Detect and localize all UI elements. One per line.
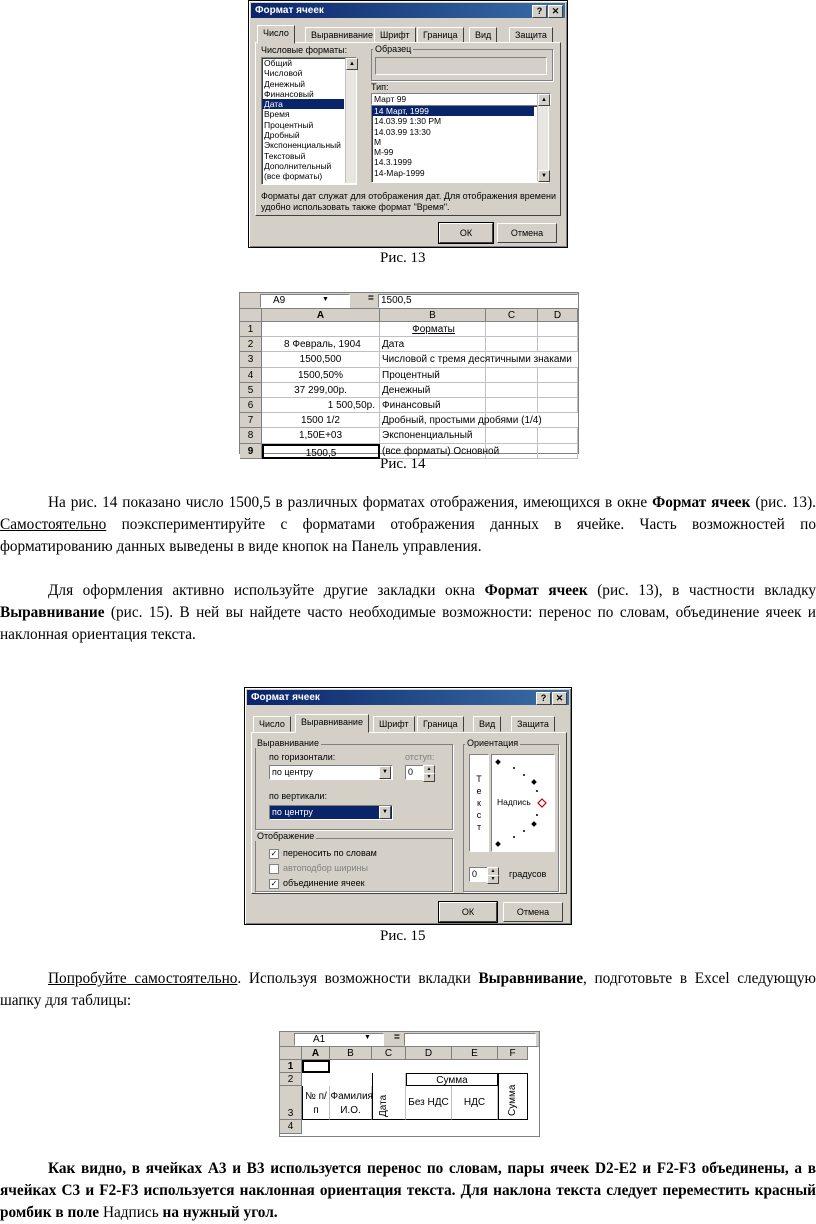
format-list-item[interactable]: Финансовый [264, 88, 314, 99]
degrees-label: градусов [509, 869, 547, 879]
checkbox[interactable]: ✓ [270, 878, 278, 888]
orientation-group-label: Ориентация [467, 738, 519, 748]
cell-b[interactable]: Дробный, простыми дробями (1/4) [380, 413, 486, 428]
column-header[interactable]: B [380, 309, 486, 322]
cell-a[interactable]: 8 Февраль, 1904 [262, 337, 380, 352]
sample-label: Образец [375, 44, 412, 54]
type-list[interactable] [371, 105, 549, 183]
spin-up-icon[interactable]: ▲ [423, 765, 435, 774]
help-button[interactable]: ? [536, 692, 551, 705]
cell-a[interactable]: 1 500,50р. [262, 398, 380, 413]
tab-protection[interactable]: Защита [509, 27, 553, 43]
checkbox[interactable]: ✓ [270, 848, 278, 858]
help-button[interactable]: ? [532, 5, 547, 18]
format-list-item[interactable]: Дата [262, 99, 344, 109]
column-header[interactable]: C [372, 1047, 406, 1060]
vertical-label: по вертикали: [269, 791, 327, 801]
type-list-item[interactable]: 14.03.99 1:30 PM [374, 116, 442, 127]
cell-a[interactable]: 1500 1/2 [262, 413, 380, 428]
column-header[interactable]: F [498, 1047, 528, 1060]
vertical-text-letter: т [476, 822, 482, 832]
cell-b[interactable]: (все форматы) Основной [380, 444, 486, 459]
cell-empty[interactable] [486, 413, 538, 428]
checkbox-merge[interactable] [269, 878, 365, 889]
type-list-item[interactable]: М-99 [374, 147, 394, 158]
cell-empty[interactable] [486, 444, 538, 459]
sample-box [375, 57, 547, 75]
checkbox-label: переносить по словам [283, 848, 377, 858]
vertical-text-letter: Т [476, 774, 482, 784]
text: поэкспериментируйте с форматами отображения данных в ячейке. Часть возможностей по форматированию данных выведены в виде кнопок на Панель управления. [0, 516, 816, 555]
formats-scrollbar[interactable] [345, 58, 356, 183]
format-list-item[interactable]: Время [264, 109, 290, 120]
cell-empty[interactable] [538, 398, 578, 413]
active-cell[interactable] [302, 1060, 330, 1073]
text: , подготовьте в Excel следующую шапку для таблицы: [0, 970, 816, 1009]
spreadsheet-formats [239, 292, 579, 459]
merged-cell-f2-f3[interactable] [498, 1073, 528, 1120]
row-header[interactable]: 9 [240, 444, 262, 459]
vertical-text-letter: с [476, 810, 482, 820]
underlined-text: Самостоятельно [0, 516, 107, 533]
cell-b3[interactable] [330, 1086, 372, 1120]
orientation-dial[interactable] [491, 754, 555, 852]
paragraph-1 [0, 492, 816, 558]
cell-c3[interactable] [372, 1073, 406, 1120]
cell-empty[interactable] [486, 352, 538, 367]
degrees-input[interactable]: 0 [469, 867, 497, 882]
figure-caption: Рис. 15 [380, 928, 426, 944]
cancel-button[interactable]: Отмена [503, 902, 563, 922]
bold-text: Как видно, в ячейках А3 и В3 используется перенос по словам, пары ячеек D2-E2 и F2-F3 объединены, а в ячейках С3 и F2-F3 используется наклонная ориентация текста. Для наклона текста следует переместить красный ромбик в поле [0, 1160, 816, 1221]
format-list-item[interactable]: Экспоненциальный [264, 140, 341, 151]
text: (рис. 15). В ней вы найдете часто необходимые возможности: перенос по словам, объединение ячеек и наклонная ориентация текста. [0, 604, 816, 643]
cell-empty[interactable] [486, 383, 538, 398]
column-header[interactable]: B [330, 1047, 372, 1060]
cell-text: Фамилия И.О. [330, 1091, 373, 1116]
tab-view[interactable]: Вид [469, 27, 497, 43]
indent-input[interactable]: 0 [405, 765, 435, 780]
display-group-label: Отображение [257, 831, 315, 841]
formula-input[interactable]: 1500,5 [378, 294, 578, 308]
column-header[interactable]: D [406, 1047, 452, 1060]
cell-b[interactable]: Процентный [380, 368, 486, 383]
text: Для оформления активно используйте другие закладки окна [48, 582, 485, 599]
horizontal-label: по горизонтали: [269, 752, 336, 762]
format-list-item[interactable]: Общий [264, 58, 292, 68]
dropdown-arrow-icon[interactable]: ▼ [322, 296, 329, 303]
type-input[interactable]: Март 99 [371, 93, 551, 105]
row-header[interactable]: 6 [240, 398, 262, 413]
ok-button[interactable]: ОК [439, 223, 493, 243]
format-list-item[interactable]: (все форматы) [264, 171, 323, 182]
select-all-corner[interactable] [240, 309, 262, 322]
cell-a[interactable]: 1500,500 [262, 352, 380, 367]
type-list-item[interactable]: 14-Мар-1999 [374, 167, 425, 178]
cell-empty[interactable] [538, 322, 578, 337]
cell-d3[interactable]: Без НДС [406, 1086, 452, 1120]
format-cells-dialog-alignment [244, 687, 572, 925]
chevron-down-icon[interactable]: ▼ [379, 766, 391, 779]
row-header[interactable]: 1 [280, 1060, 302, 1073]
type-scrollbar[interactable] [537, 94, 548, 181]
select-all-corner[interactable] [280, 1047, 302, 1060]
active-cell[interactable]: 1500,5 [262, 444, 380, 459]
column-header[interactable]: E [452, 1047, 498, 1060]
figure-caption: Рис. 14 [380, 456, 426, 472]
cancel-button[interactable]: Отмена [497, 223, 557, 243]
cell-text: Дата [378, 1094, 389, 1117]
format-list-item[interactable]: Дробный [264, 130, 300, 141]
close-button[interactable]: ✕ [552, 692, 567, 705]
format-list-item[interactable]: Дополнительный [264, 160, 332, 171]
cell-empty[interactable] [538, 337, 578, 352]
format-list-item[interactable]: Процентный [264, 119, 314, 130]
tab-font[interactable]: Шрифт [373, 716, 415, 732]
underlined-text: Попробуйте самостоятельно [48, 970, 238, 987]
format-list-item[interactable]: Числовой [264, 68, 303, 79]
cell-empty[interactable] [538, 428, 578, 443]
column-header[interactable]: D [538, 309, 578, 322]
formula-input[interactable] [404, 1033, 536, 1046]
text: (рис. 13), в частности вкладку [587, 582, 816, 599]
formats-label: Числовые форматы: [261, 45, 348, 55]
text: На рис. 14 показано число 1500,5 в различных форматах отображения, имеющихся в окне [48, 494, 653, 511]
cell-empty[interactable] [486, 337, 538, 352]
cell-b[interactable]: Денежный [380, 383, 486, 398]
scroll-down-arrow-icon[interactable]: ▼ [538, 170, 550, 182]
cell-b[interactable]: Числовой с тремя десятичными знаками [380, 352, 486, 367]
column-header[interactable]: A [262, 309, 380, 322]
tab-view[interactable]: Вид [473, 716, 501, 732]
spin-up-icon[interactable]: ▲ [487, 867, 499, 876]
paragraph-4 [0, 1158, 816, 1224]
cell-a[interactable]: 1,50E+03 [262, 428, 380, 443]
horizontal-select[interactable]: по центру [269, 765, 393, 780]
figure-caption: Рис. 13 [380, 250, 426, 266]
checkbox-label: объединение ячеек [283, 878, 365, 888]
checkbox[interactable] [269, 864, 279, 874]
name-box[interactable]: A1 [294, 1033, 384, 1046]
cell-text: Сумма [507, 1084, 518, 1116]
cell-b[interactable]: Дата [380, 337, 486, 352]
bold-text: Формат ячеек [484, 582, 588, 599]
cell-e3[interactable]: НДС [452, 1086, 498, 1120]
cell-empty[interactable] [538, 444, 578, 459]
dialog-titlebar [247, 690, 569, 705]
formats-list[interactable] [261, 57, 357, 185]
spreadsheet-header-example [279, 1031, 540, 1137]
cell-empty[interactable] [538, 368, 578, 383]
formula-equals: = [394, 1032, 400, 1043]
scroll-up-arrow-icon[interactable]: ▲ [538, 94, 550, 106]
type-list-item[interactable]: 14.03.99 13:30 [374, 126, 431, 137]
dialog-title: Формат ячеек [251, 692, 320, 703]
paragraph-3 [0, 968, 816, 1012]
cell-empty[interactable] [486, 398, 538, 413]
checkbox-autofit[interactable] [269, 863, 368, 874]
indent-label: отступ: [405, 752, 435, 762]
tab-border[interactable]: Граница [417, 716, 464, 732]
spin-down-icon[interactable]: ▼ [487, 875, 499, 884]
column-header[interactable]: A [302, 1047, 330, 1060]
cell-a[interactable]: 1500,50% [262, 368, 380, 383]
row-header[interactable]: 3 [280, 1086, 302, 1120]
cell-empty[interactable] [538, 413, 578, 428]
row-header[interactable]: 5 [240, 383, 262, 398]
inscription-label: Надпись [497, 797, 531, 807]
tab-number[interactable]: Число [257, 25, 295, 44]
dialog-title: Формат ячеек [255, 5, 324, 16]
merged-cell-d2-e2[interactable]: Сумма [406, 1073, 498, 1086]
vertical-text-letter: е [476, 786, 482, 796]
tab-alignment[interactable]: Выравнивание [295, 714, 369, 733]
paragraph-2 [0, 580, 816, 646]
cell-b[interactable]: Форматы [380, 322, 486, 337]
scroll-up-arrow-icon[interactable]: ▲ [346, 58, 358, 70]
vertical-select[interactable]: по центру [269, 805, 393, 820]
type-list-item[interactable]: М [374, 136, 382, 147]
bold-text: Выравнивание [478, 970, 583, 987]
checkbox-label: автоподбор ширины [283, 863, 368, 873]
chevron-down-icon[interactable]: ▼ [379, 806, 391, 819]
row-header[interactable]: 7 [240, 413, 262, 428]
checkbox-wrap[interactable] [269, 848, 377, 859]
ok-button[interactable]: ОК [439, 902, 497, 922]
tab-border[interactable]: Граница [417, 27, 464, 43]
bold-text: на нужный угол. [158, 1204, 278, 1221]
cell-empty[interactable] [538, 383, 578, 398]
tab-alignment[interactable]: Выравнивание [305, 27, 379, 43]
cell-a3[interactable] [302, 1086, 330, 1120]
format-list-item[interactable]: Денежный [264, 78, 306, 89]
text: (рис. 13). [750, 494, 816, 511]
close-button[interactable]: ✕ [548, 5, 563, 18]
vertical-text-box[interactable] [469, 754, 489, 852]
tab-protection[interactable]: Защита [511, 716, 555, 732]
alignment-group-label: Выравнивание [257, 738, 319, 748]
bold-text: Выравнивание [0, 604, 105, 621]
row-header[interactable]: 1 [240, 322, 262, 337]
type-list-item[interactable]: 14 Март, 1999 [372, 106, 534, 116]
row-header[interactable]: 3 [240, 352, 262, 367]
dropdown-arrow-icon[interactable]: ▼ [364, 1034, 371, 1041]
formula-equals: = [368, 293, 374, 304]
format-description: Форматы дат служат для отображения дат. Для отображения времени удобно использовать также формат "Время". [261, 191, 556, 212]
cell-a[interactable] [262, 322, 380, 337]
bold-text: Формат ячеек [652, 494, 751, 511]
row-header[interactable]: 2 [280, 1073, 302, 1086]
cell-empty[interactable] [486, 368, 538, 383]
type-list-item[interactable]: 14.3.1999 [374, 157, 412, 168]
tab-number[interactable]: Число [253, 716, 291, 732]
type-label: Тип: [371, 82, 389, 92]
text: . Используя возможности вкладки [237, 970, 479, 987]
cell-b[interactable]: Финансовый [380, 398, 486, 413]
cell-empty[interactable] [486, 322, 538, 337]
text: Надпись [102, 1204, 159, 1221]
tab-font[interactable]: Шрифт [374, 27, 416, 43]
row-header[interactable]: 8 [240, 428, 262, 443]
cell-text: № п/п [305, 1091, 327, 1116]
cell-b[interactable]: Экспоненциальный [380, 428, 486, 443]
cell-empty[interactable] [486, 428, 538, 443]
cell-a[interactable]: 37 299,00р. [262, 383, 380, 398]
dialog-titlebar [251, 3, 565, 18]
row-header[interactable]: 4 [280, 1120, 302, 1134]
row-header[interactable]: 4 [240, 368, 262, 383]
format-list-item[interactable]: Текстовый [264, 150, 306, 161]
name-box[interactable]: A9 [260, 294, 350, 308]
spin-down-icon[interactable]: ▼ [423, 773, 435, 782]
vertical-text-letter: к [477, 798, 481, 808]
cell-empty[interactable] [538, 352, 578, 367]
row-header[interactable]: 2 [240, 337, 262, 352]
column-header[interactable]: C [486, 309, 538, 322]
format-cells-dialog-number [248, 0, 568, 248]
